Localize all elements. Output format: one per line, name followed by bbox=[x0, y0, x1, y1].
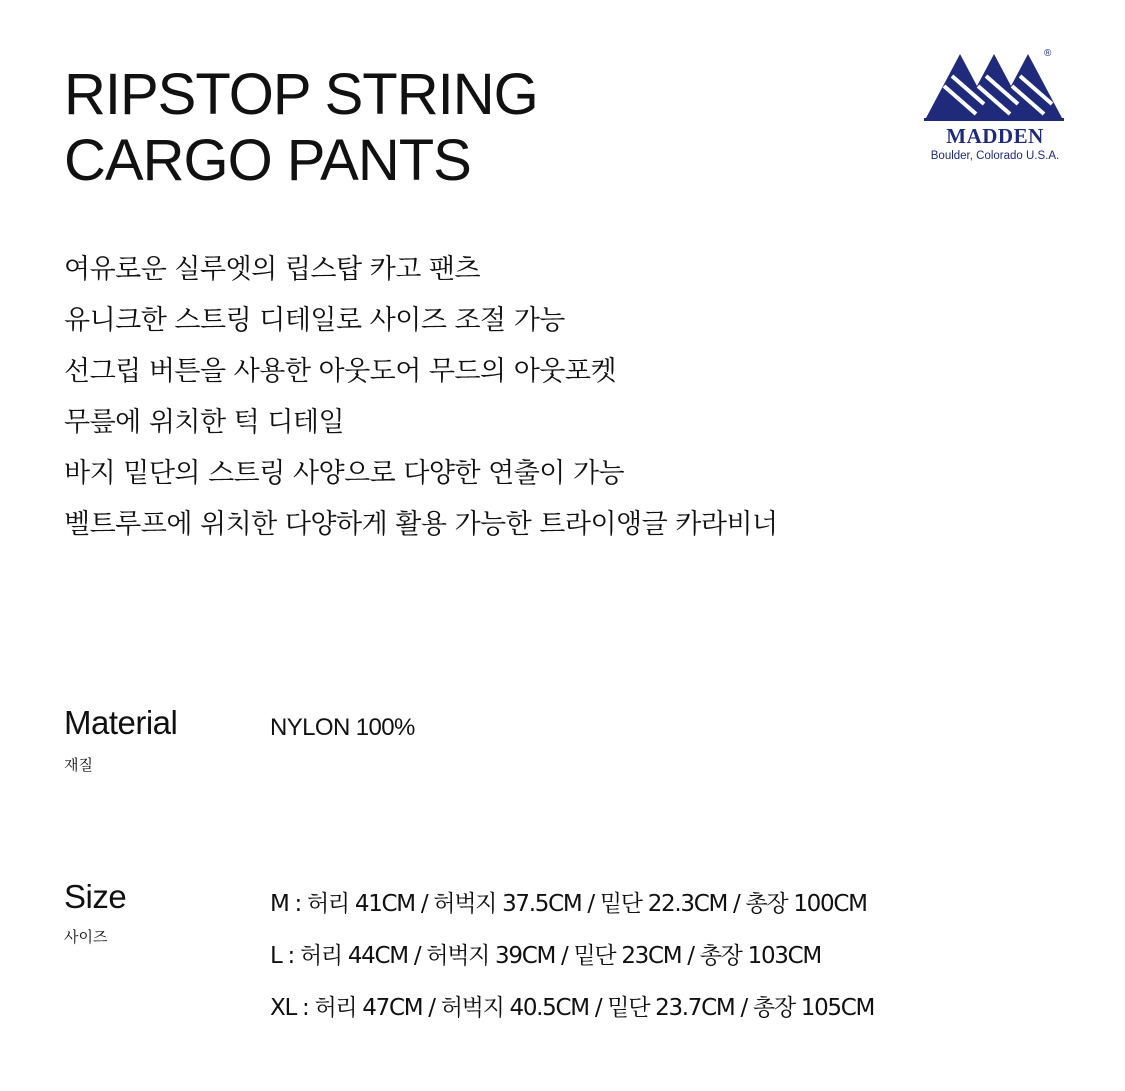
material-label: Material bbox=[64, 704, 178, 741]
size-label: Size bbox=[64, 878, 127, 915]
material-value: NYLON 100% bbox=[270, 714, 415, 741]
size-row: XL : 허리 47CM / 허벅지 40.5CM / 밑단 23.7CM / 총장 105CM bbox=[270, 995, 875, 1021]
size-list bbox=[270, 878, 874, 1034]
material-label-kr: 재질 bbox=[64, 756, 93, 774]
feature-item: 선그립 버튼을 사용한 아웃도어 무드의 아웃포켓 bbox=[64, 356, 617, 387]
feature-item: 벨트루프에 위치한 다양하게 활용 가능한 트라이앵글 카라비너 bbox=[64, 509, 778, 540]
brand-name: MADDEN bbox=[946, 124, 1044, 148]
registered-mark: ® bbox=[1044, 48, 1052, 59]
brand-location: Boulder, Colorado U.S.A. bbox=[930, 150, 1060, 162]
size-label-kr: 사이즈 bbox=[64, 928, 108, 946]
product-title-line-1: RIPSTOP STRING bbox=[64, 62, 538, 127]
madden-logo bbox=[924, 48, 1066, 168]
feature-list bbox=[64, 244, 778, 550]
product-title-line-2: CARGO PANTS bbox=[64, 128, 471, 193]
feature-item: 무릎에 위치한 턱 디테일 bbox=[64, 407, 345, 438]
feature-item: 바지 밑단의 스트링 사양으로 다양한 연출이 가능 bbox=[64, 458, 625, 489]
feature-item: 유니크한 스트링 디테일로 사이즈 조절 가능 bbox=[64, 305, 565, 336]
size-row: L : 허리 44CM / 허벅지 39CM / 밑단 23CM / 총장 103CM bbox=[270, 943, 821, 969]
product-title bbox=[64, 62, 538, 194]
feature-item: 여유로운 실루엣의 립스탑 카고 팬츠 bbox=[64, 254, 481, 285]
mountain-logo-icon bbox=[924, 48, 1066, 124]
size-row: M : 허리 41CM / 허벅지 37.5CM / 밑단 22.3CM / 총장 100CM bbox=[270, 891, 867, 917]
